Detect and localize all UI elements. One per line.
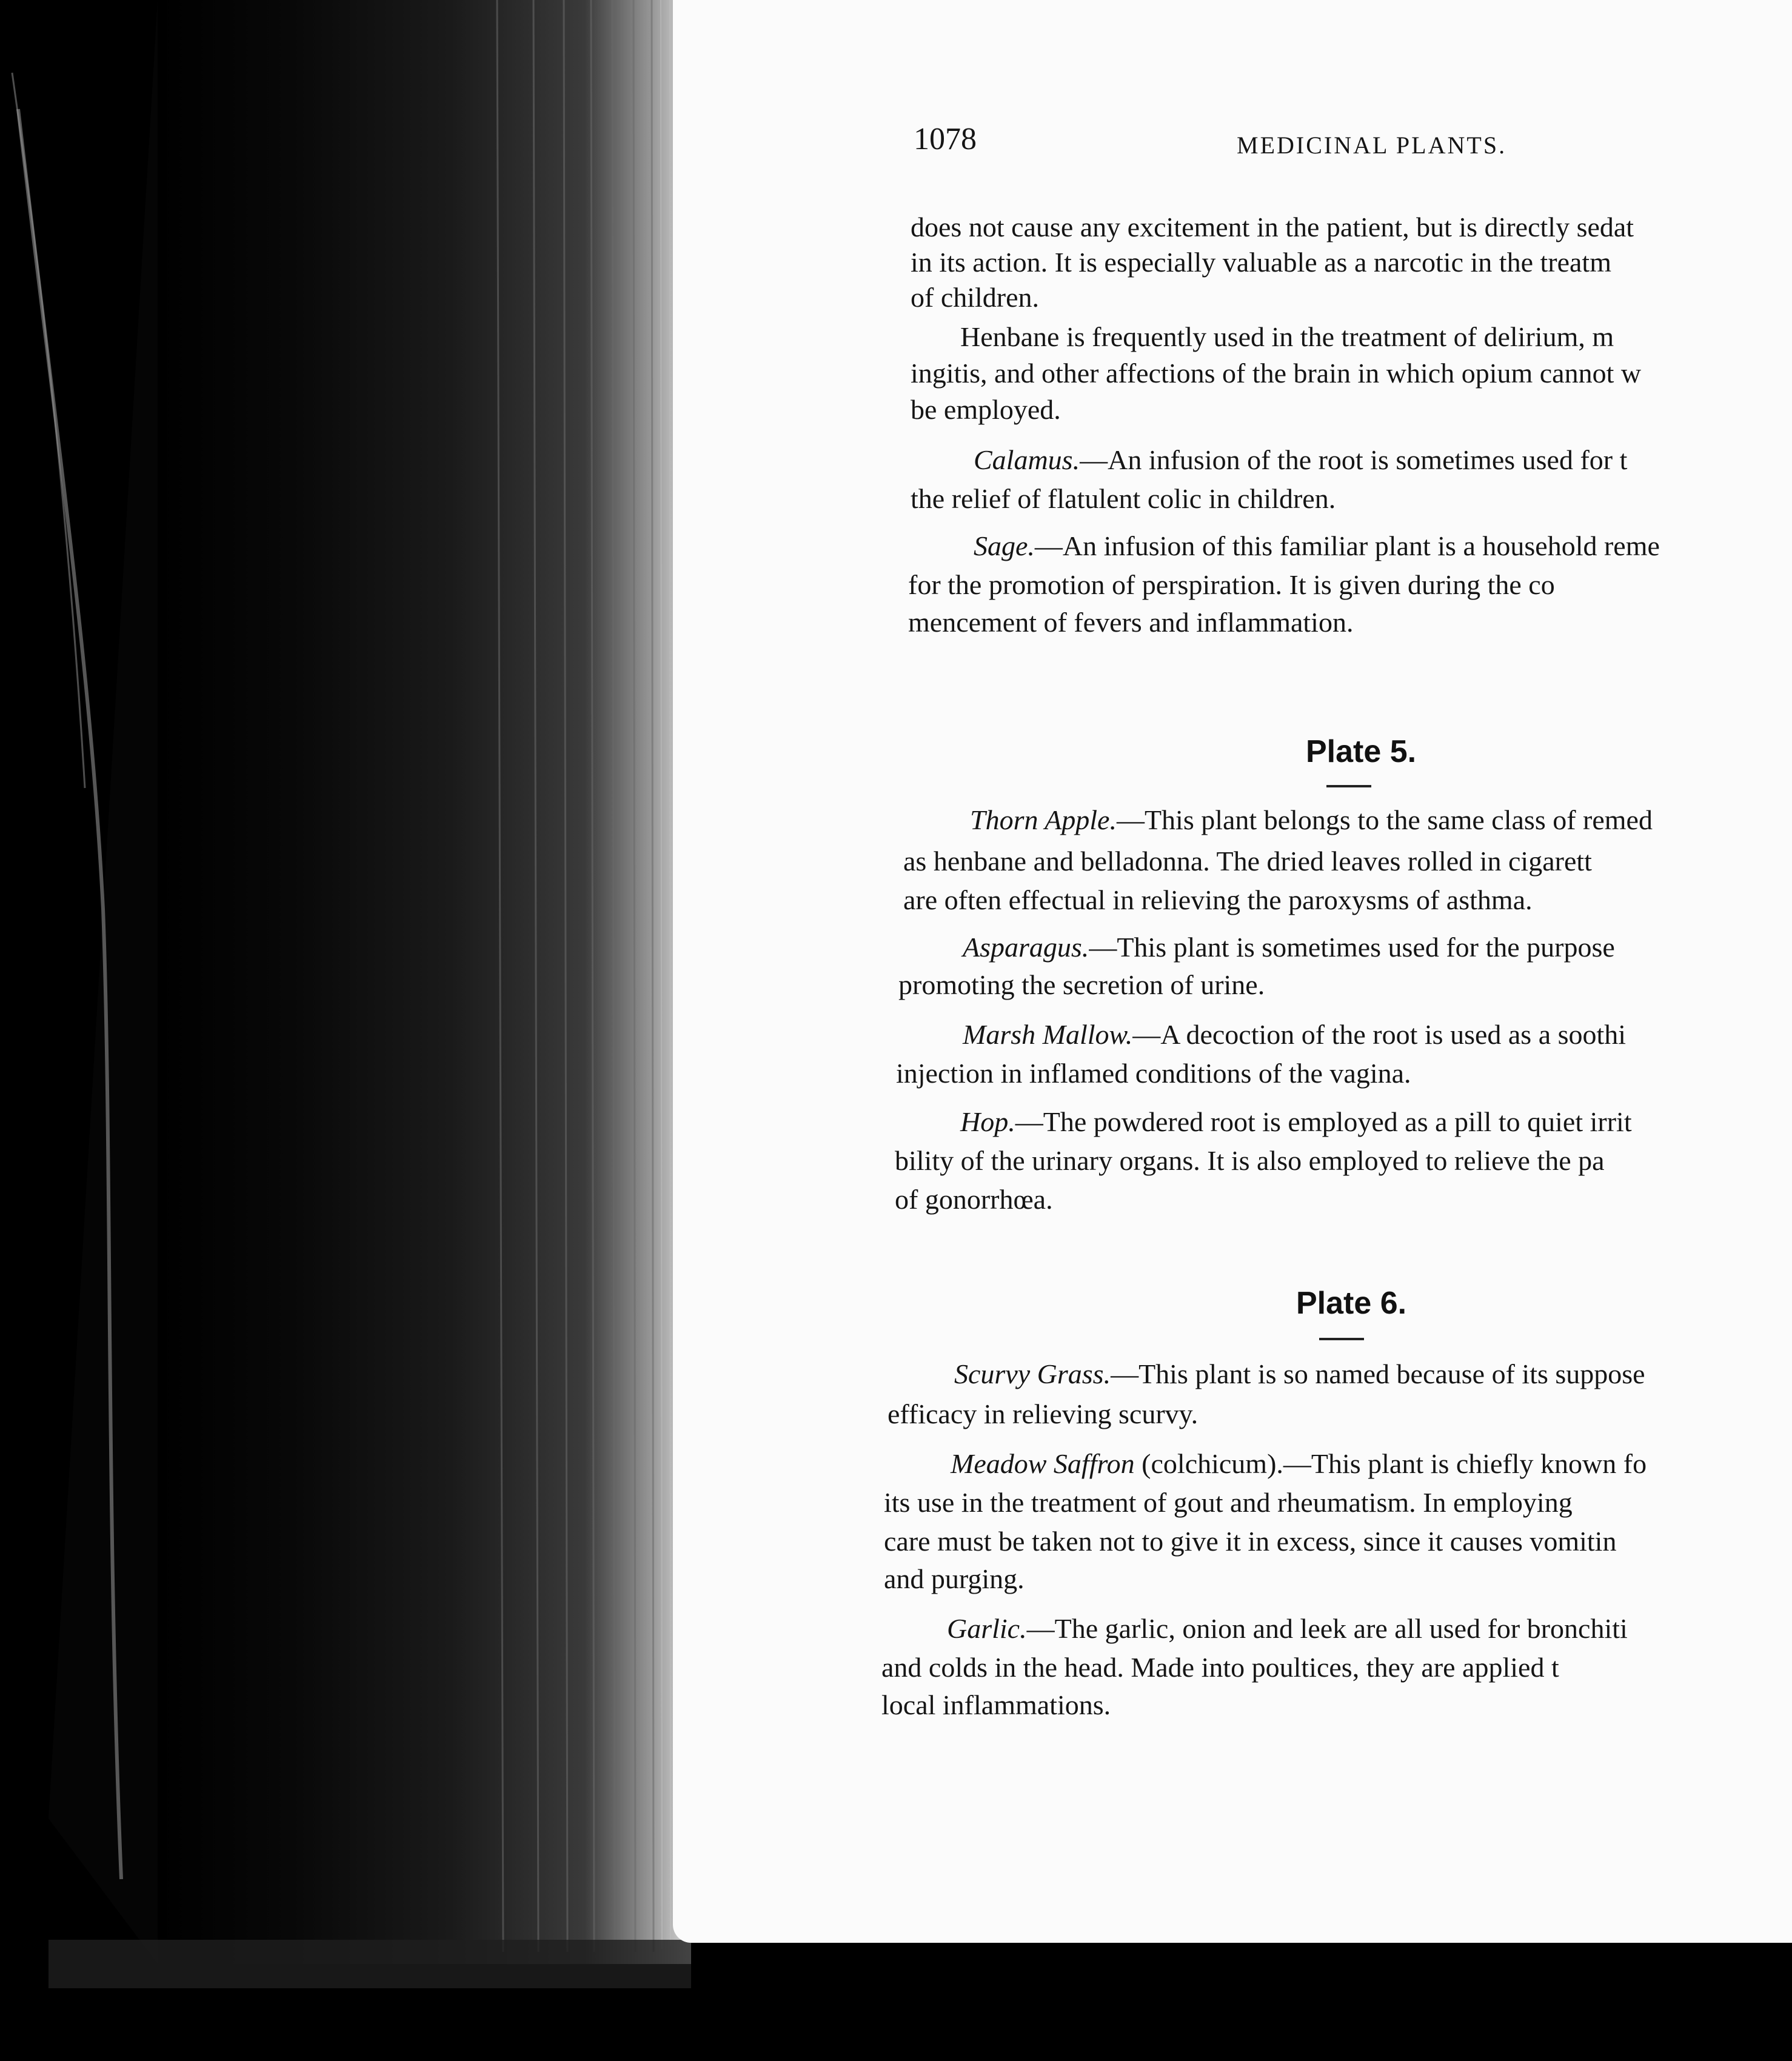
entry-text: —This plant is sometimes used for the purpose (1089, 932, 1615, 963)
text-line: the relief of flatulent colic in children. (911, 483, 1336, 514)
entry-text: (colchicum).—This plant is chiefly known fo (1134, 1448, 1647, 1479)
book-page (673, 0, 1792, 1943)
entry-term: Scurvy Grass. (954, 1358, 1111, 1389)
page-number: 1078 (914, 122, 977, 156)
text-line: injection in inflamed conditions of the vagina. (896, 1058, 1411, 1089)
entry-asparagus (963, 934, 1615, 961)
plate-rule (1326, 785, 1371, 787)
text-line: for the promotion of perspiration. It is given during the co (908, 569, 1555, 600)
entry-meadow-saffron (951, 1450, 1647, 1478)
text-line: in its action. It is especially valuable as a narcotic in the treatm (911, 247, 1611, 278)
entry-term: Marsh Mallow. (963, 1019, 1133, 1050)
text-line: of children. (911, 282, 1040, 313)
entry-term: Thorn Apple. (970, 804, 1117, 835)
entry-thorn-apple (970, 806, 1653, 834)
entry-text: —This plant is so named because of its suppose (1111, 1358, 1645, 1389)
text-line: Henbane is frequently used in the treatment of delirium, m (960, 321, 1614, 352)
entry-text: —This plant belongs to the same class of remed (1116, 804, 1653, 835)
entry-sage (974, 532, 1660, 560)
text-line: bility of the urinary organs. It is also employed to relieve the pa (895, 1145, 1605, 1176)
entry-marsh-mallow (963, 1021, 1626, 1049)
entry-garlic (947, 1615, 1628, 1643)
entry-term: Asparagus. (963, 932, 1089, 963)
entry-text: —The powdered root is employed as a pill to quiet irrit (1015, 1106, 1632, 1137)
entry-term: Sage. (974, 530, 1035, 561)
entry-text: —An infusion of this familiar plant is a household reme (1034, 530, 1660, 561)
entry-term: Hop. (960, 1106, 1015, 1137)
text-line: mencement of fevers and inflammation. (908, 607, 1354, 638)
entry-text: —An infusion of the root is sometimes used for t (1080, 444, 1628, 475)
entry-text: —A decoction of the root is used as a soothi (1132, 1019, 1627, 1050)
text-line: care must be taken not to give it in excess, since it causes vomitin (884, 1526, 1617, 1557)
plate-rule (1319, 1338, 1364, 1340)
entry-hop (960, 1108, 1632, 1136)
entry-term: Calamus. (974, 444, 1080, 475)
plate-heading: Plate 5. (1306, 734, 1417, 769)
book-page-edges (0, 0, 691, 2061)
text-line: are often effectual in relieving the paroxysms of asthma. (903, 884, 1533, 915)
text-line: and colds in the head. Made into poultices, they are applied t (881, 1652, 1559, 1683)
entry-term: Meadow Saffron (951, 1448, 1135, 1479)
text-line: ingitis, and other affections of the brain in which opium cannot w (911, 358, 1642, 389)
plate-heading: Plate 6. (1296, 1286, 1407, 1321)
text-line: of gonorrhœa. (895, 1184, 1053, 1215)
entry-calamus (974, 446, 1627, 474)
entry-term: Garlic. (947, 1613, 1027, 1644)
text-line: and purging. (884, 1563, 1025, 1594)
text-line: efficacy in relieving scurvy. (888, 1398, 1199, 1429)
entry-scurvy-grass (954, 1360, 1645, 1388)
text-line: as henbane and belladonna. The dried leaves rolled in cigarett (903, 846, 1592, 877)
running-title: MEDICINAL PLANTS. (1237, 132, 1507, 159)
text-line: local inflammations. (881, 1689, 1111, 1720)
text-line: its use in the treatment of gout and rheumatism. In employing (884, 1487, 1573, 1518)
text-line: be employed. (911, 394, 1061, 425)
text-line: promoting the secretion of urine. (898, 969, 1265, 1000)
text-line: does not cause any excitement in the patient, but is directly sedat (911, 212, 1634, 242)
entry-text: —The garlic, onion and leek are all used for bronchiti (1026, 1613, 1628, 1644)
